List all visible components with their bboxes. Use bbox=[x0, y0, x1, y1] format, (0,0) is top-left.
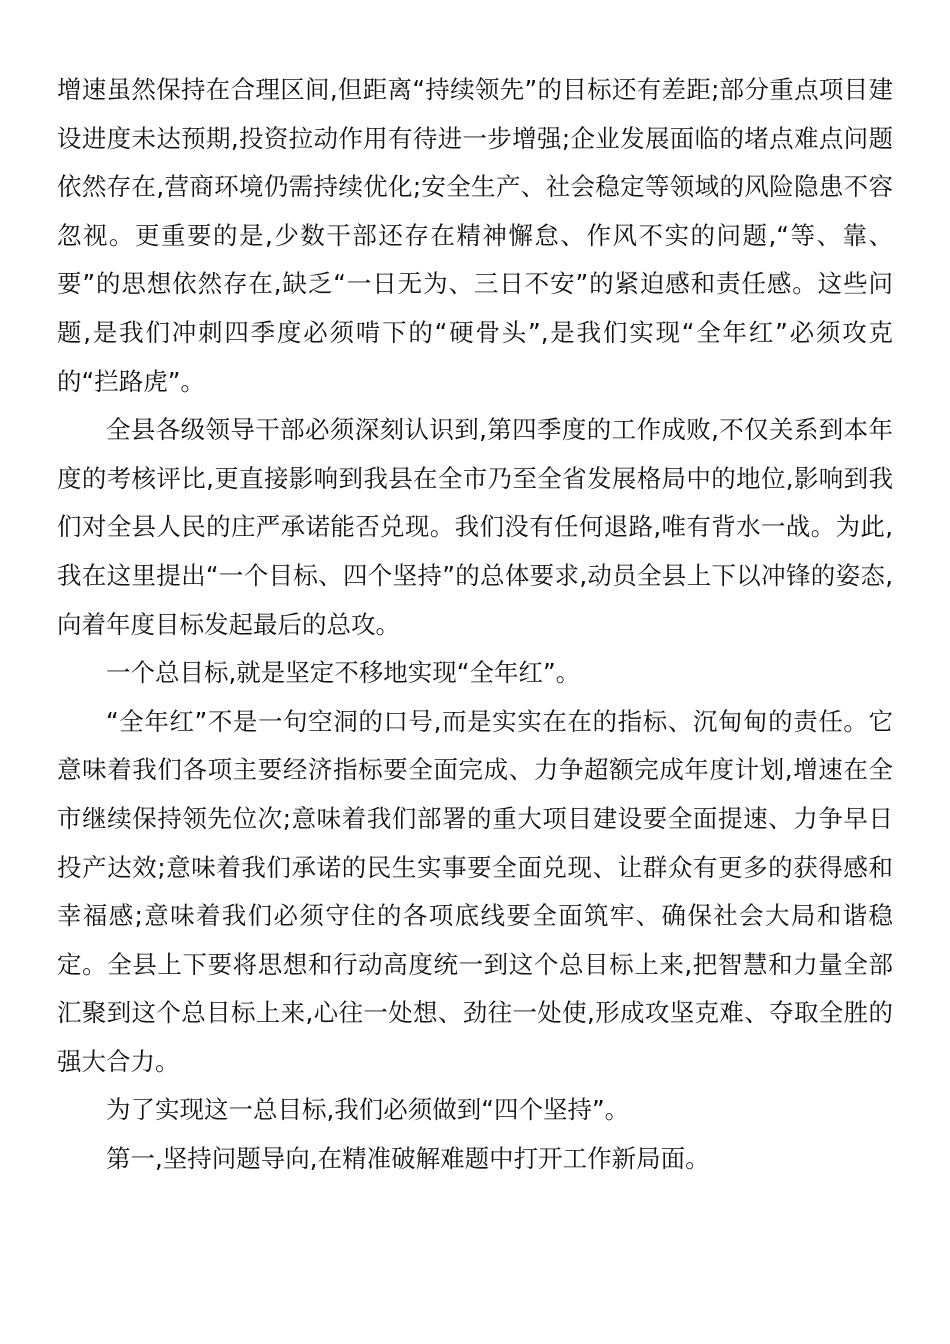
paragraph: 为了实现这一总目标,我们必须做到“四个坚持”。 bbox=[106, 1095, 630, 1125]
paragraph: “全年红”不是一句空洞的口号,而是实实在在的指标、沉甸甸的责任。它意味着我们各项主要经济指标要全面完成、力争超额完成年度计划,增速在全市继续保持领先位次;意味着我们部署的重大项目建设要全面提速、力争早日投产达效;意味着我们承诺的民生实事要全面兑现、让群众有更多的获得感和幸福感;意味着我们必须守住的各项底线要全面筑牢、确保社会大局和谐稳定。全县上下要将思想和行动高度统一到这个总目标上来,把智慧和力量全部汇聚到这个总目标上来,心往一处想、劲往一处使,形成攻坚克难、夺取全胜的强大合力。 bbox=[57, 706, 893, 1076]
document-body bbox=[57, 66, 893, 1184]
paragraph: 一个总目标,就是坚定不移地实现“全年红”。 bbox=[106, 658, 581, 688]
paragraph-continued: 增速虽然保持在合理区间,但距离“持续领先”的目标还有差距;部分重点项目建设进度未达预期,投资拉动作用有待进一步增强;企业发展面临的堵点难点问题依然存在,营商环境仍需持续优化;安全生产、社会稳定等领域的风险隐患不容忽视。更重要的是,少数干部还存在精神懈怠、作风不实的问题,“等、靠、要”的思想依然存在,缺乏“一日无为、三日不安”的紧迫感和责任感。这些问题,是我们冲刺四季度必须啃下的“硬骨头”,是我们实现“全年红”必须攻克的“拦路虎”。 bbox=[57, 75, 893, 396]
paragraph: 全县各级领导干部必须深刻认识到,第四季度的工作成败,不仅关系到本年度的考核评比,更直接影响到我县在全市乃至全省发展格局中的地位,影响到我们对全县人民的庄严承诺能否兑现。我们没有任何退路,唯有背水一战。为此,我在这里提出“一个目标、四个坚持”的总体要求,动员全县上下以冲锋的姿态,向着年度目标发起最后的总攻。 bbox=[57, 415, 893, 639]
section-heading: 第一,坚持问题导向,在精准破解难题中打开工作新局面。 bbox=[106, 1144, 710, 1174]
